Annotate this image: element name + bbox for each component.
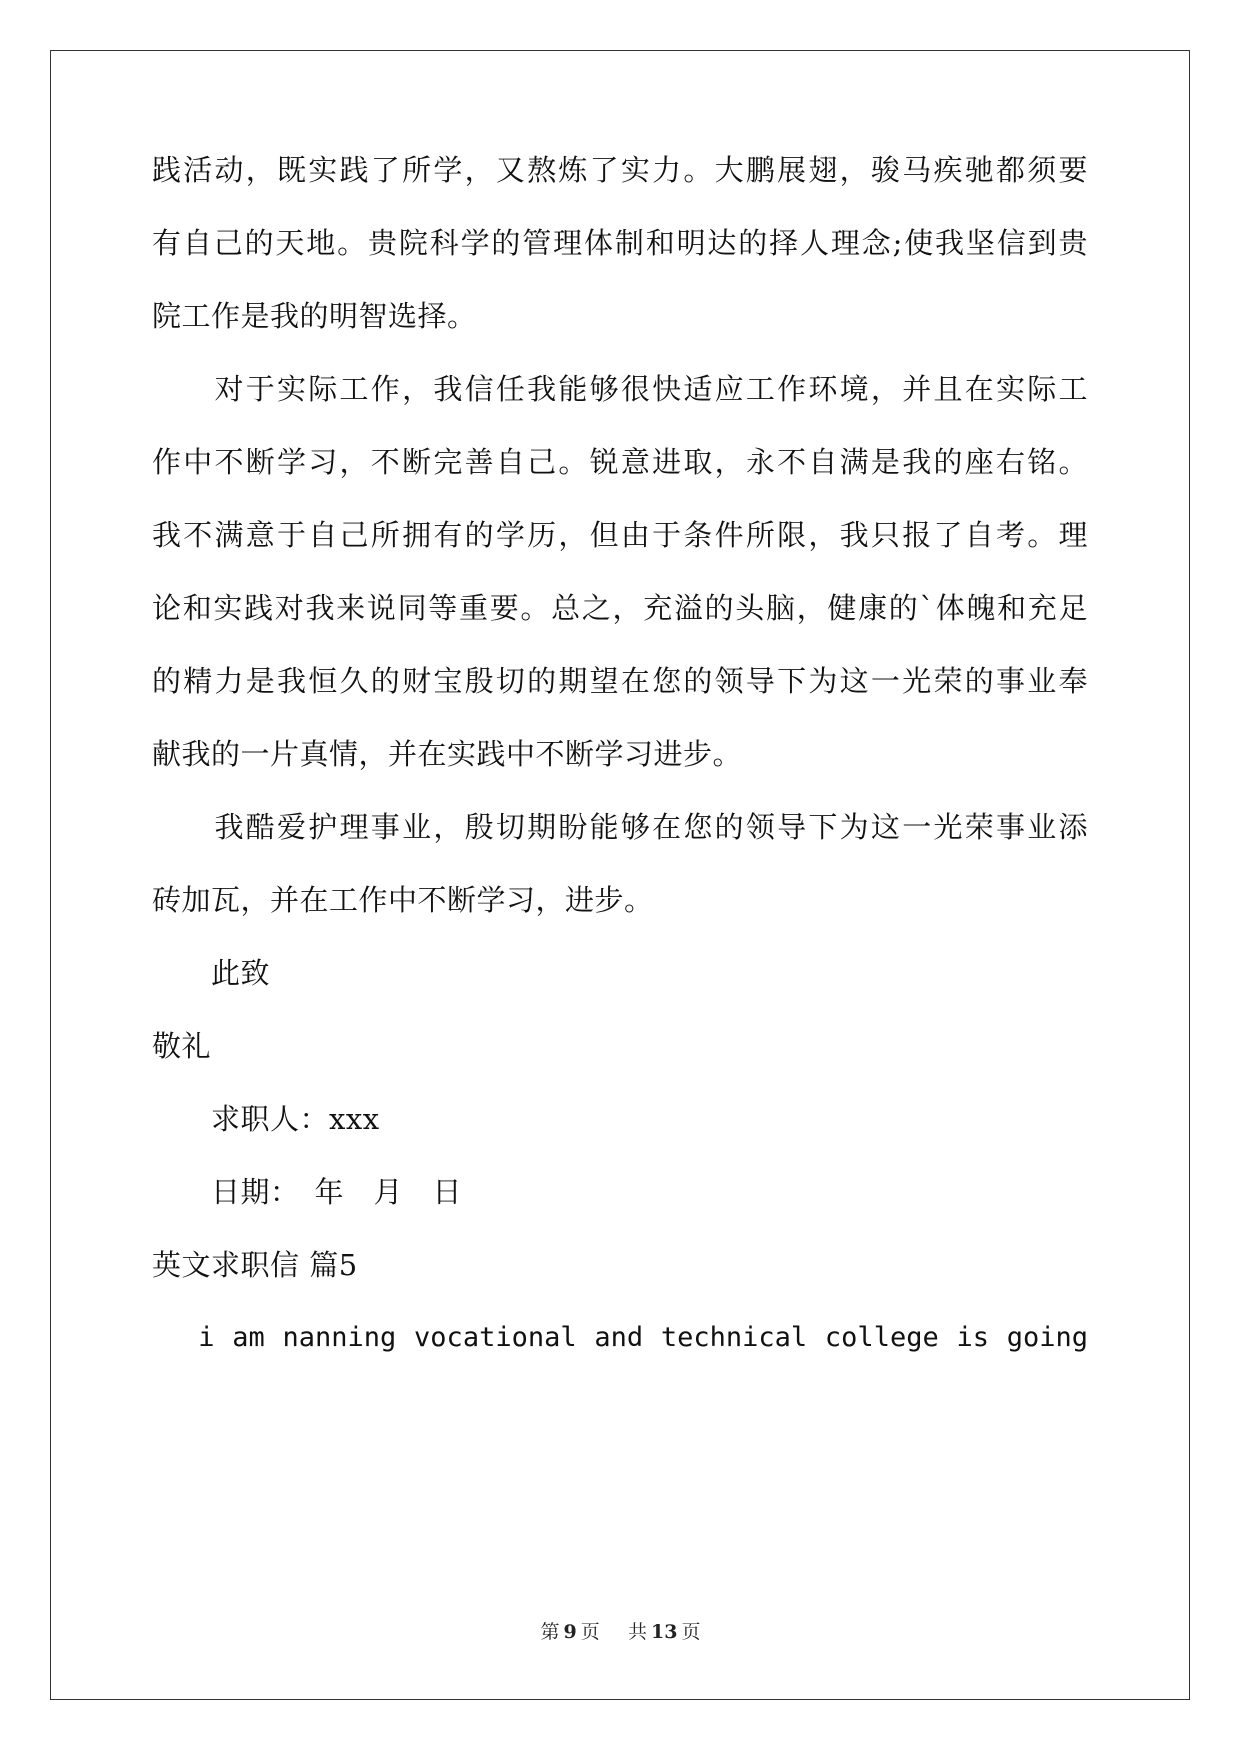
date-line: 日期： 年 月 日	[152, 1175, 463, 1209]
footer-page-number: 9	[563, 1621, 577, 1643]
text-line: 我酷爱护理事业，殷切期盼能够在您的领导下为这一光荣事业添	[152, 810, 1088, 844]
text-line: 的精力是我恒久的财宝殷切的期望在您的领导下为这一光荣的事业奉	[152, 664, 1088, 698]
text-line: 院工作是我的明智选择。	[152, 299, 477, 333]
footer-total-prefix: 共	[627, 1621, 647, 1643]
text-line: 我不满意于自己所拥有的学历，但由于条件所限，我只报了自考。理	[152, 518, 1088, 552]
page-footer	[0, 1617, 1241, 1644]
text-line: 献我的一片真情，并在实践中不断学习进步。	[152, 737, 743, 771]
applicant-signature: 求职人：xxx	[152, 1102, 380, 1136]
footer-prefix: 第	[540, 1621, 560, 1643]
closing-regards: 敬礼	[152, 1029, 212, 1063]
footer-total-pages: 13	[650, 1621, 678, 1643]
text-line: 论和实践对我来说同等重要。总之，充溢的头脑，健康的`体魄和充足	[152, 591, 1088, 625]
text-line: 砖加瓦，并在工作中不断学习，进步。	[152, 883, 654, 917]
text-line: 对于实际工作，我信任我能够很快适应工作环境，并且在实际工	[152, 372, 1088, 406]
text-line: 有自己的天地。贵院科学的管理体制和明达的择人理念;使我坚信到贵	[152, 226, 1088, 260]
closing-salutation: 此致	[152, 956, 271, 990]
text-line-english: i am nanning vocational and technical college is going	[152, 1322, 1088, 1353]
section-heading: 英文求职信 篇5	[152, 1248, 358, 1282]
footer-total-suffix: 页	[681, 1621, 701, 1643]
footer-page-suffix: 页	[580, 1621, 600, 1643]
text-line: 践活动，既实践了所学，又熬炼了实力。大鹏展翅，骏马疾驰都须要	[152, 153, 1088, 187]
text-line: 作中不断学习，不断完善自己。锐意进取，永不自满是我的座右铭。	[152, 445, 1088, 479]
